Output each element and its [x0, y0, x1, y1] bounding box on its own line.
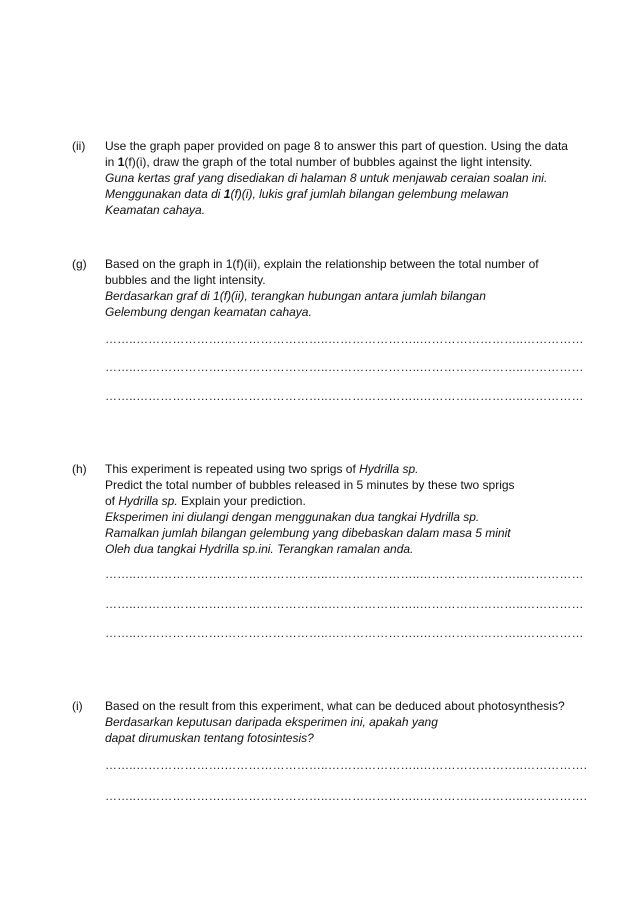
bold-reference: 1 — [117, 155, 125, 169]
question-text — [105, 461, 605, 557]
english-line — [105, 154, 605, 170]
question-label: (h) — [72, 462, 87, 476]
species-name: Hydrilla sp. — [118, 494, 178, 508]
english-line: bubbles and the light intensity. — [105, 273, 266, 287]
malay-line: Ramalkan jumlah bilangan gelembung yang dibebaskan dalam masa 5 minit — [105, 526, 511, 540]
question-label: (ii) — [72, 139, 86, 153]
english-line — [105, 493, 605, 509]
text-segment: in — [105, 155, 118, 169]
answer-line[interactable]: ……..………………….……………………..…………………..……………………..……………. — [105, 789, 588, 803]
malay-line: Keamatan cahaya. — [105, 203, 206, 217]
malay-line: Guna kertas graf yang disediakan di halaman 8 untuk menjawab ceraian soalan ini. — [105, 171, 548, 185]
question-label: (i) — [72, 699, 83, 713]
text-segment: of — [105, 494, 119, 508]
malay-line: Gelembung dengan keamatan cahaya. — [105, 305, 312, 319]
text-segment: This experiment is repeated using two sprigs of — [105, 462, 360, 476]
english-line: Predict the total number of bubbles released in 5 minutes by these two sprigs — [105, 478, 515, 492]
malay-line: Eksperimen ini diulangi dengan menggunakan dua tangkai Hydrilla sp. — [105, 510, 480, 524]
english-line — [105, 461, 605, 477]
question-text — [105, 256, 605, 320]
answer-line[interactable]: ……..………………….……………………..…………………..……………………..…………… — [105, 389, 584, 403]
answer-line[interactable]: ……..………………….……………………..…………………..……………………..…………… — [105, 597, 584, 611]
answer-line[interactable]: ……..………………….……………………..…………………..……………………..…………… — [105, 332, 584, 346]
text-segment: (f)(i), lukis graf jumlah bilangan gelembung melawan — [230, 187, 509, 201]
bold-reference: 1 — [223, 187, 231, 201]
question-label: (g) — [72, 257, 87, 271]
malay-line: Oleh dua tangkai Hydrilla sp.ini. Terangkan ramalan anda. — [105, 542, 414, 556]
question-text — [105, 138, 605, 218]
answer-line[interactable]: ……..………………….……………………..…………………..……………………..…………… — [105, 567, 584, 581]
malay-line — [105, 186, 605, 202]
species-name: Hydrilla sp. — [359, 462, 419, 476]
malay-line: dapat dirumuskan tentang fotosintesis? — [105, 731, 314, 745]
answer-line[interactable]: ……..………………….……………………..…………………..……………………..…………… — [105, 626, 584, 640]
english-line: Use the graph paper provided on page 8 to answer this part of question. Using the data — [105, 139, 568, 153]
text-segment: Explain your prediction. — [177, 494, 306, 508]
answer-line[interactable]: ……..………………….……………………..…………………..……………………..……………. — [105, 758, 588, 772]
text-segment: (f)(i), draw the graph of the total number of bubbles against the light intensity. — [124, 155, 533, 169]
english-line: Based on the result from this experiment, what can be deduced about photosynthesis? — [105, 699, 565, 713]
malay-line: Berdasarkan graf di 1(f)(ii), terangkan hubungan antara jumlah bilangan — [105, 289, 486, 303]
text-segment: Menggunakan data di — [105, 187, 224, 201]
question-text — [105, 698, 605, 746]
malay-line: Berdasarkan keputusan daripada eksperimen ini, apakah yang — [105, 715, 438, 729]
answer-line[interactable]: ……..………………….……………………..…………………..……………………..…………… — [105, 360, 584, 374]
english-line: Based on the graph in 1(f)(ii), explain the relationship between the total number of — [105, 257, 539, 271]
